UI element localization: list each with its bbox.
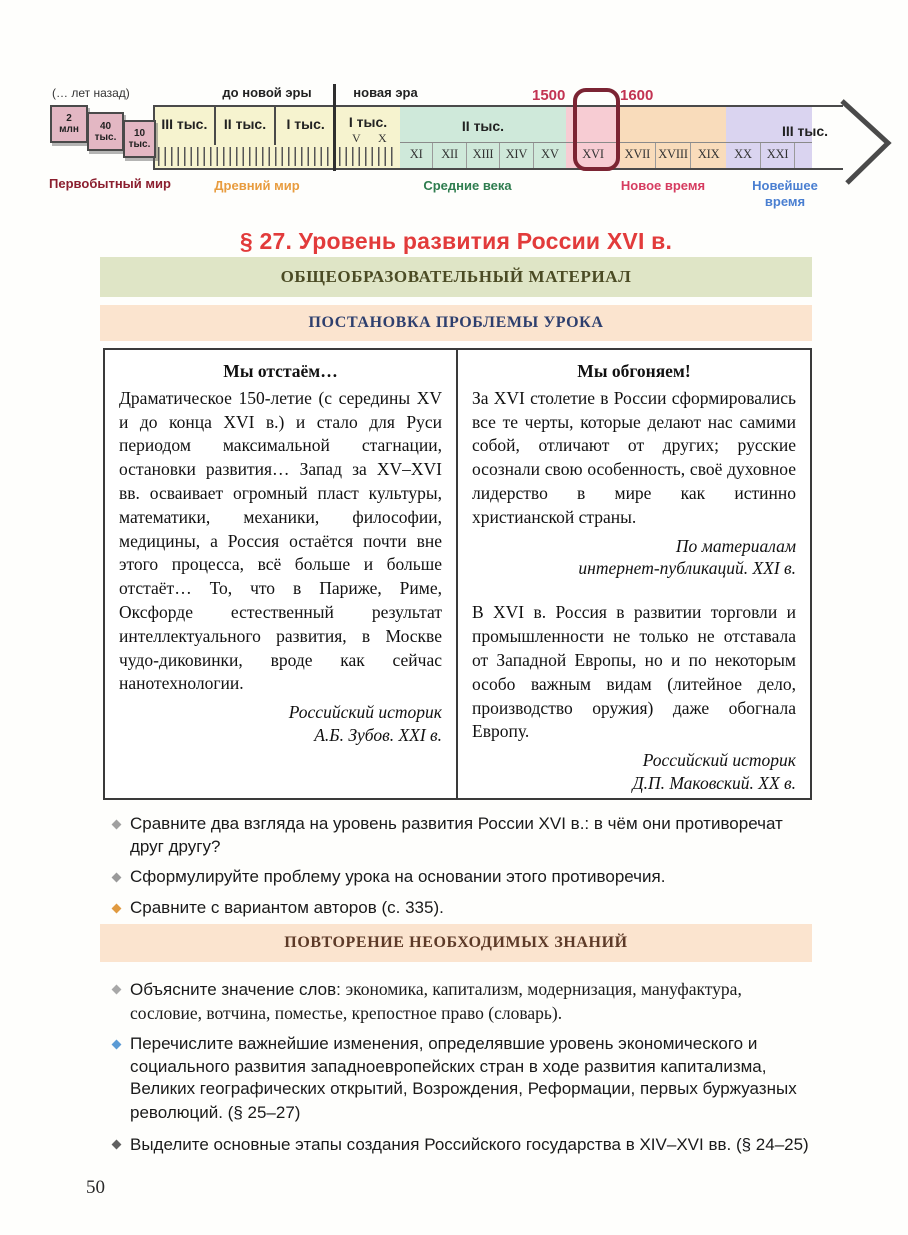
task-text: Перечислите важнейшие изменения, определявшие уровень экономического и социального развития западноевропейских стран в ходе развития капитализма, Великих географических открытий, Возрождения, Реформации, первых буржуазных революций. (§ 25–27) [130, 1034, 797, 1123]
attribution-author: интернет-публикаций. XXI в. [578, 557, 796, 578]
century-row [726, 142, 812, 168]
era-label-medieval: Средние века [423, 178, 512, 193]
timeline-xvi-section [566, 105, 620, 170]
era-label-modern: Новое время [620, 178, 706, 193]
century-cell: XII [432, 143, 465, 168]
opinion-column-behind [105, 350, 458, 798]
era-label-primitive: Первобытный мир [49, 176, 171, 191]
timeline-ce-first-millennium [336, 105, 400, 170]
millennium-label: III тыс. [781, 123, 829, 139]
opinion-heading: Мы обгоняем! [577, 361, 691, 381]
opinion-heading: Мы отстаём… [223, 361, 338, 381]
task-item [100, 813, 814, 858]
cell-value: 40 [99, 120, 112, 132]
task-terms: экономика, капитализм, модернизация, мануфактура, сословие, вотчина, поместье, крепостное право (словарь). [130, 979, 742, 1023]
cell-unit: тыс. [94, 131, 117, 143]
bce-millennium-row [155, 107, 335, 145]
bce-era-label: до новой эры [222, 85, 312, 100]
task-item [100, 1133, 814, 1157]
century-row [566, 142, 620, 168]
task-item [100, 866, 814, 889]
opinion-text: В XVI в. Россия в развитии торговли и промышленности не только не отставала от Западной Европы, но и по некоторым особо важным видам (литейное дело, производство оружия) даже обогнала Европу. [472, 602, 796, 742]
timeline-cell-2mln [50, 105, 88, 143]
attribution-role: По материалам [675, 535, 796, 556]
century-cell: XIV [499, 143, 532, 168]
bullet-icon [112, 903, 122, 913]
bullet-icon [112, 1040, 122, 1050]
page-number: 50 [86, 1177, 105, 1198]
century-cell: XI [409, 147, 423, 161]
timeline-cell-40k [87, 112, 124, 151]
repetition-task-list [100, 978, 814, 1164]
ruler-ticks [339, 147, 397, 166]
cell-unit: млн [59, 124, 79, 135]
task-item [100, 978, 814, 1025]
year-1600-label: 1600 [620, 87, 654, 104]
century-cell: XV [533, 143, 566, 168]
opinion-text: Драматическое 150-летие (с середины XV и до конца XVI в.) и стало для Руси периодом максимальной стагнации, остановки развития… Запад за XV–XVI вв. осваивает огромный пласт культуры, математики, механики, философии, медицины, а Россия остаётся почти вне этого процесса, всё больше и больше отстаёт… То, что в Париже, Риме, Оксфорде естественный результат интеллектуального развития, в Москве чудо-диковинки, вроде как сейчас нанотехнологии. [119, 387, 442, 694]
task-text: Сравните два взгляда на уровень развития России XVI в.: в чём они противоречат друг другу? [130, 814, 783, 856]
section-bar-problem-statement: ПОСТАНОВКА ПРОБЛЕМЫ УРОКА [100, 305, 812, 341]
task-item [100, 897, 814, 920]
bullet-icon [112, 820, 122, 830]
cell-value: 2 [66, 113, 72, 124]
attribution-author: Д.П. Маковский. XX в. [632, 772, 796, 793]
section-bar-repetition: ПОВТОРЕНИЕ НЕОБХОДИМЫХ ЗНАНИЙ [100, 924, 812, 962]
century-row [620, 142, 726, 168]
task-item [100, 1033, 814, 1124]
millennium-label: II тыс. [461, 118, 505, 134]
task-text: Выделите основные этапы создания Российского государства в XIV–XVI вв. (§ 24–25) [130, 1134, 809, 1154]
section-bar-general-material: ОБЩЕОБРАЗОВАТЕЛЬНЫЙ МАТЕРИАЛ [100, 257, 812, 297]
task-text: Сформулируйте проблему урока на основании этого противоречия. [130, 867, 666, 887]
ce-era-label: новая эра [353, 85, 418, 100]
timeline-bce-section [153, 105, 335, 170]
century-cell: XX [734, 147, 752, 161]
bullet-icon [112, 873, 122, 883]
century-cell: XIX [690, 143, 726, 168]
bullet-icon [112, 1139, 122, 1149]
era-label-ancient: Древний мир [214, 178, 300, 193]
millennium-cell: I тыс. [286, 116, 325, 132]
millennium-cell: III тыс. [155, 107, 216, 145]
timeline-cell-10k [123, 120, 156, 158]
cell-unit: тыс. [128, 139, 151, 150]
attribution-role: Российский историк [288, 702, 442, 723]
century-mark-x: X [378, 131, 387, 145]
century-cell-xvi: XVI [582, 147, 604, 161]
millennium-cell: II тыс. [216, 107, 277, 145]
millennium-cell: I тыс. [348, 114, 388, 130]
years-ago-label: (… лет назад) [52, 86, 130, 100]
century-cell: XVIII [655, 143, 691, 168]
opinion-text: За XVI столетие в России сформировались все те черты, которые делают нас самими собой, отличают от других; русские осознали свою особенность, своё духовное лидерство в мире как истинно христианской страны. [472, 387, 796, 527]
timeline-arrow-icon [808, 92, 903, 192]
paragraph-title: § 27. Уровень развития России XVI в. [239, 228, 673, 255]
century-row [400, 142, 566, 168]
era-label-newest: Новейшее время [752, 178, 818, 209]
opinion-column-ahead [458, 350, 810, 798]
cell-value: 10 [133, 128, 146, 139]
opinion-attribution [472, 749, 796, 794]
bullet-icon [112, 985, 122, 995]
opinion-attribution [472, 535, 796, 580]
century-cell: XXI [760, 143, 794, 168]
century-cell: XVII [624, 147, 651, 161]
year-1500-label: 1500 [532, 87, 566, 104]
attribution-author: А.Б. Зубов. XXI в. [314, 724, 442, 745]
ruler-ticks [158, 147, 332, 166]
timeline-modern-section [620, 105, 726, 170]
era-boundary-line [333, 84, 336, 171]
task-text: Объясните значение слов: [130, 980, 341, 999]
problem-task-list [100, 813, 814, 927]
timeline-medieval-section [400, 105, 566, 170]
century-mark-v: V [352, 131, 361, 145]
task-text: Сравните с вариантом авторов (с. 335). [130, 897, 444, 917]
attribution-role: Российский историк [642, 750, 796, 771]
century-cell: XIII [466, 143, 499, 168]
opinion-attribution [119, 701, 442, 746]
opinions-compare-box [103, 348, 812, 800]
